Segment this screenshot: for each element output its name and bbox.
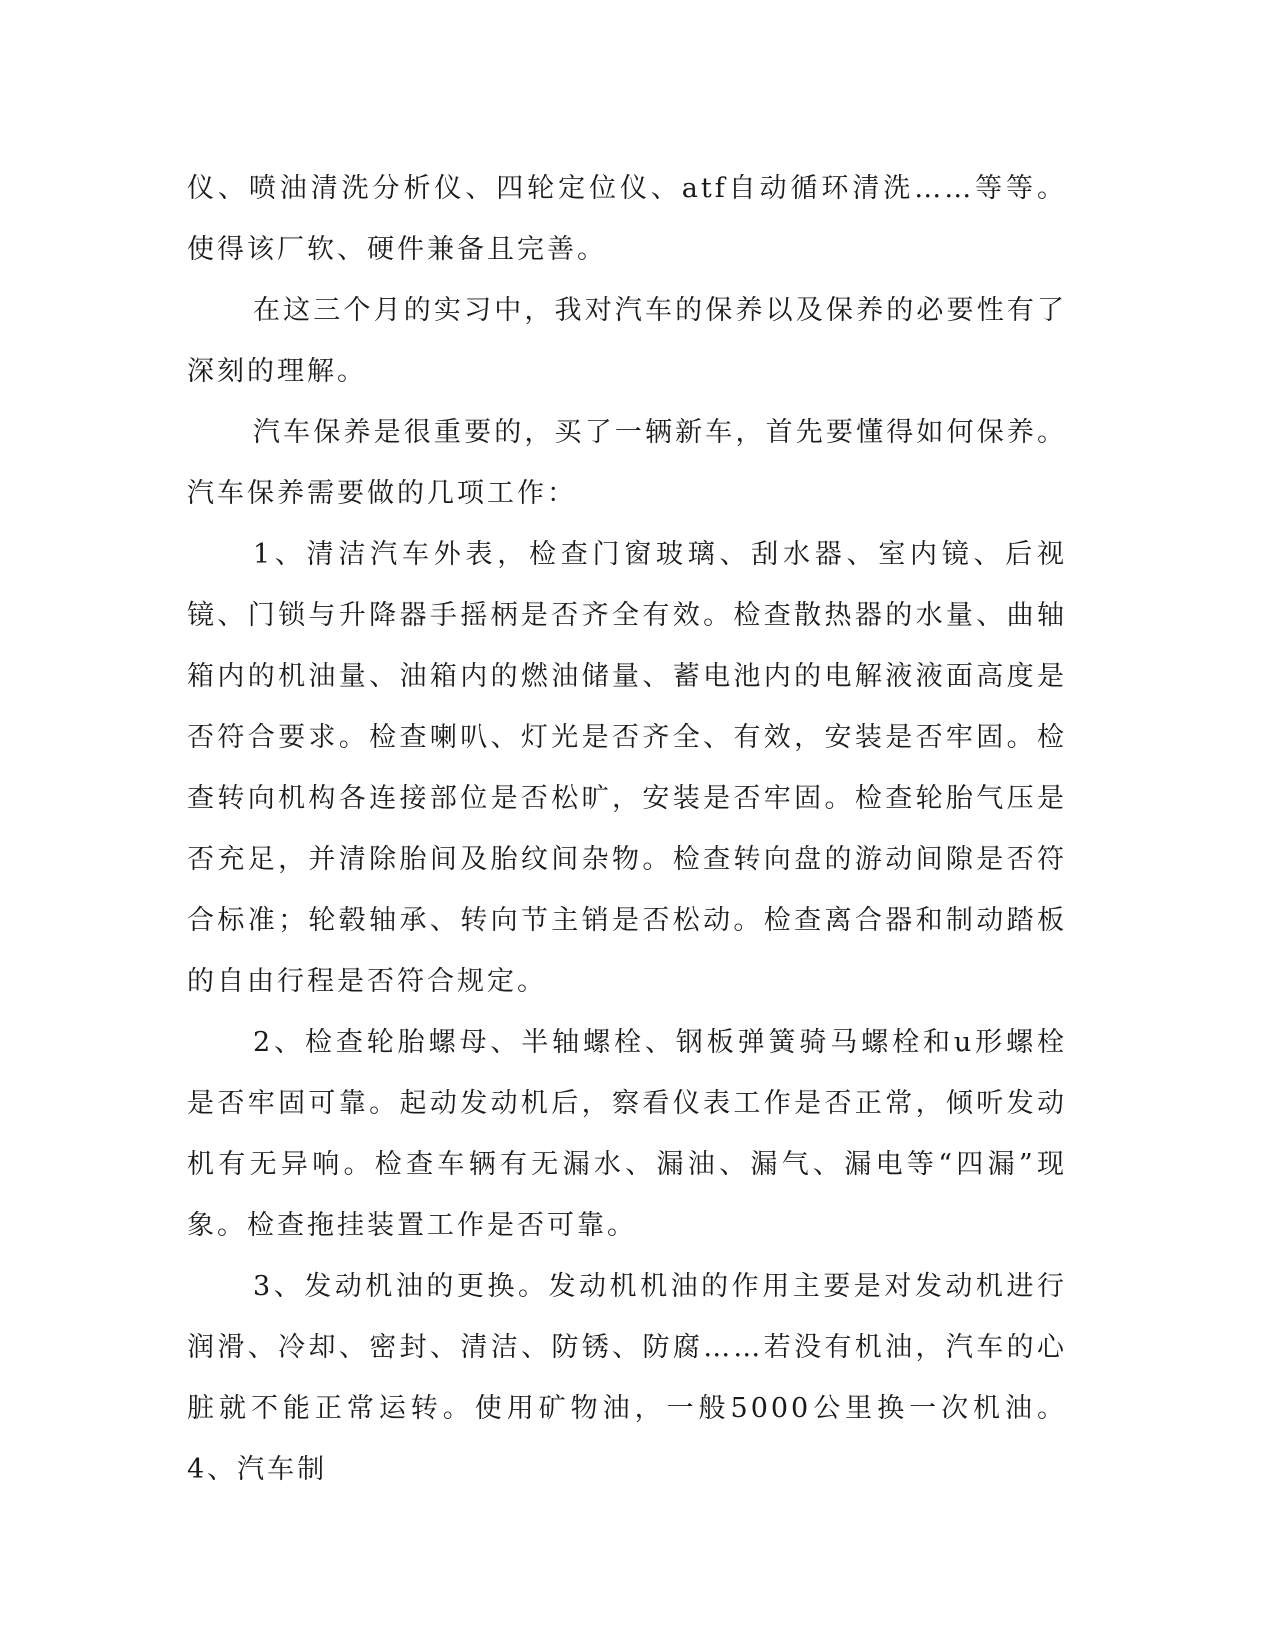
body-text — [187, 158, 1067, 1500]
paragraph-4: 1、清洁汽车外表，检查门窗玻璃、刮水器、室内镜、后视镜、门锁与升降器手摇柄是否齐全有效。检查散热器的水量、曲轴箱内的机油量、油箱内的燃油储量、蓄电池内的电解液液面高度是否符合要求。检查喇叭、灯光是否齐全、有效，安装是否牢固。检查转向机构各连接部位是否松旷，安装是否牢固。检查轮胎气压是否充足，并清除胎间及胎纹间杂物。检查转向盘的游动间隙是否符合标准；轮毂轴承、转向节主销是否松动。检查离合器和制动踏板的自由行程是否符合规定。 — [187, 539, 1067, 997]
paragraph-3: 汽车保养是很重要的，买了一辆新车，首先要懂得如何保养。汽车保养需要做的几项工作： — [187, 417, 1067, 509]
paragraph-5: 2、检查轮胎螺母、半轴螺栓、钢板弹簧骑马螺栓和u形螺栓是否牢固可靠。起动发动机后，察看仪表工作是否正常，倾听发动机有无异响。检查车辆有无漏水、漏油、漏气、漏电等“四漏”现象。检查拖挂装置工作是否可靠。 — [187, 1027, 1067, 1241]
paragraph-1: 仪、喷油清洗分析仪、四轮定位仪、atf自动循环清洗……等等。使得该厂软、硬件兼备且完善。 — [187, 173, 1067, 265]
paragraph-2: 在这三个月的实习中，我对汽车的保养以及保养的必要性有了深刻的理解。 — [187, 295, 1067, 387]
paragraph-6: 3、发动机油的更换。发动机机油的作用主要是对发动机进行润滑、冷却、密封、清洁、防锈、防腐……若没有机油，汽车的心脏就不能正常运转。使用矿物油，一般5000公里换一次机油。4、汽车制 — [187, 1271, 1067, 1485]
